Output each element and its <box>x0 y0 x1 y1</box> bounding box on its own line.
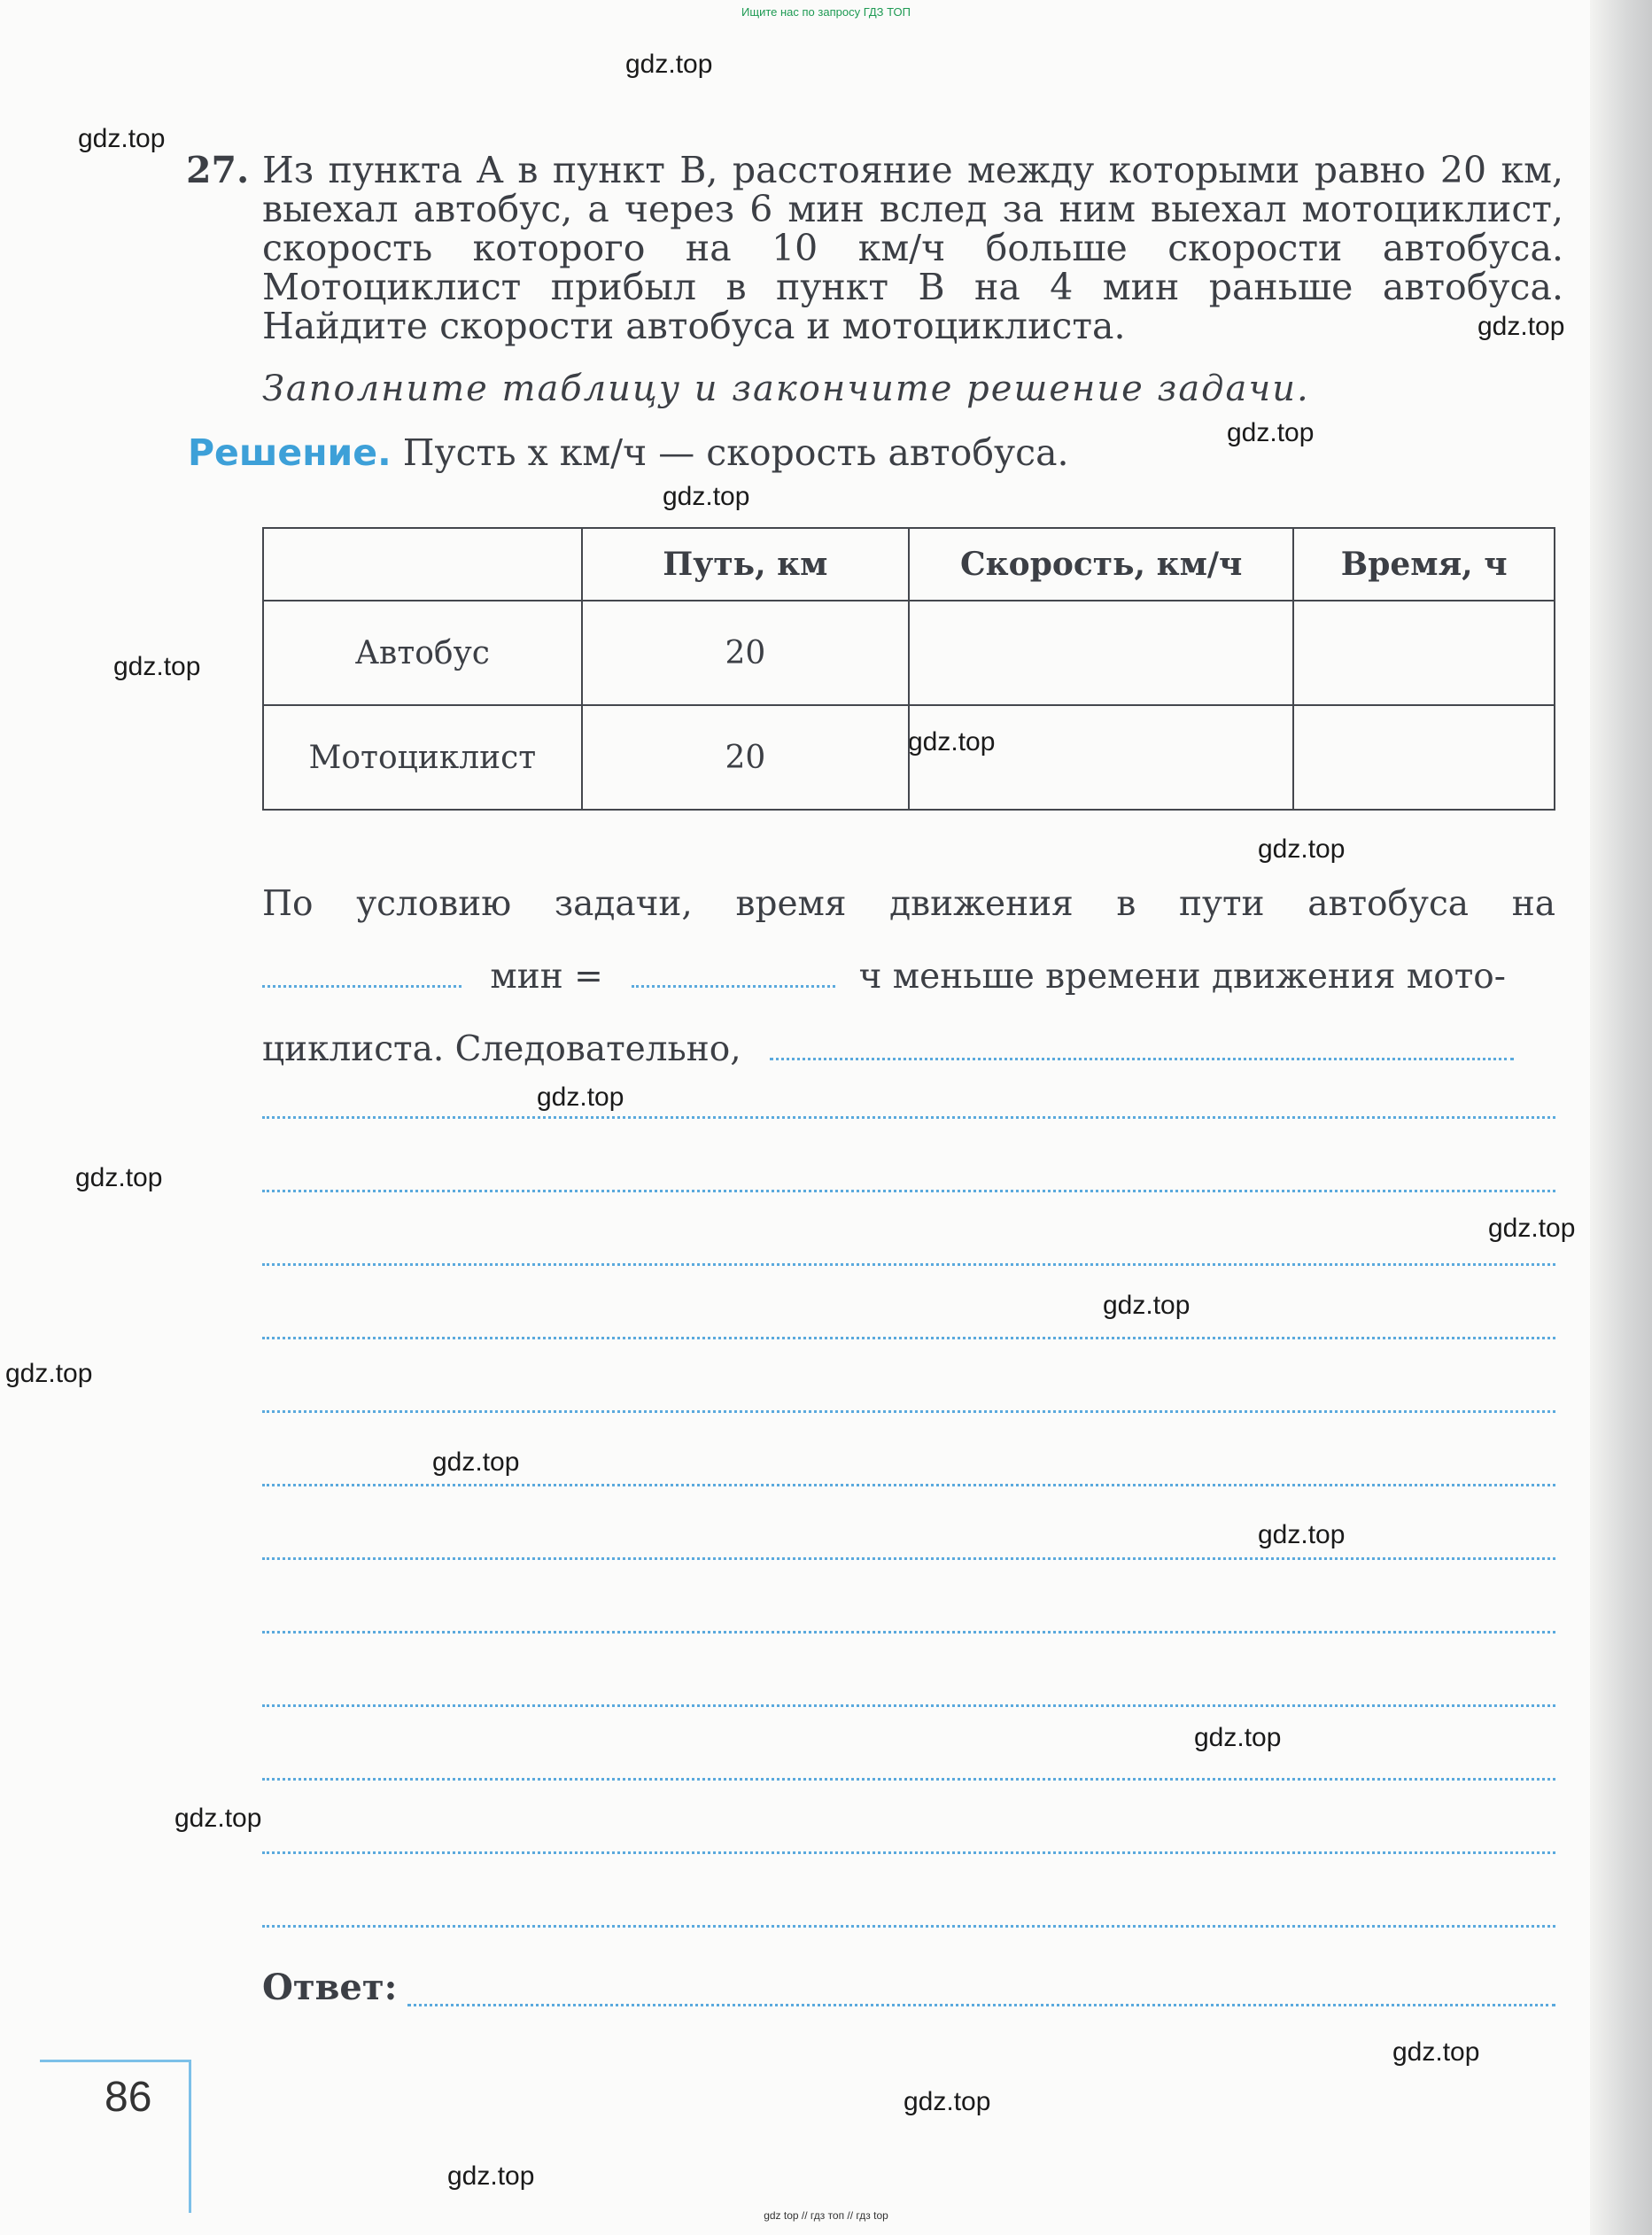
table-header: Путь, км <box>582 528 909 601</box>
footer-note: gdz top // гдз топ // гдз top <box>764 2209 888 2222</box>
solution-line[interactable] <box>262 1410 1555 1413</box>
watermark: gdz.top <box>904 2087 991 2116</box>
minutes-blank[interactable] <box>262 958 461 988</box>
watermark: gdz.top <box>1258 834 1346 864</box>
answer-label: Ответ: <box>262 1967 398 2008</box>
answer-line[interactable] <box>407 2004 1555 2006</box>
continuation-line-1: По условию задачи, время движения в пути автобуса на <box>262 884 1555 924</box>
solution-line[interactable] <box>262 1190 1555 1192</box>
watermark: gdz.top <box>78 124 166 153</box>
minutes-label: мин = <box>490 957 603 997</box>
solution-blank[interactable] <box>770 1031 1514 1060</box>
watermark: gdz.top <box>1258 1520 1346 1549</box>
watermark: gdz.top <box>908 727 996 757</box>
watermark: gdz.top <box>5 1359 93 1388</box>
watermark: gdz.top <box>1392 2037 1480 2067</box>
solution-line[interactable] <box>262 1704 1555 1707</box>
table-cell-blank[interactable] <box>1293 601 1555 705</box>
watermark: gdz.top <box>1194 1723 1282 1752</box>
problem-statement <box>186 151 1563 345</box>
solution-label: Решение. <box>188 431 392 474</box>
solution-line[interactable] <box>262 1484 1555 1486</box>
solution-line[interactable] <box>262 1631 1555 1634</box>
table-header: Время, ч <box>1293 528 1555 601</box>
solution-line[interactable] <box>262 1778 1555 1781</box>
watermark: gdz.top <box>432 1447 520 1477</box>
watermark: gdz.top <box>447 2161 535 2191</box>
watermark: gdz.top <box>1477 312 1565 341</box>
table-cell: 20 <box>582 705 909 810</box>
table-header-row <box>263 528 1555 601</box>
table-cell: Автобус <box>263 601 582 705</box>
solution-continuation <box>262 868 1555 1086</box>
table-row <box>263 705 1555 810</box>
hours-blank[interactable] <box>632 958 835 988</box>
watermark: gdz.top <box>537 1083 624 1112</box>
watermark: gdz.top <box>625 50 713 79</box>
problem-number: 27. <box>186 149 250 191</box>
table-cell-blank[interactable] <box>1293 705 1555 810</box>
watermark: gdz.top <box>75 1163 163 1192</box>
solution-text: Пусть x км/ч — скорость автобуса. <box>402 431 1069 474</box>
table-cell-blank[interactable] <box>909 705 1293 810</box>
watermark: gdz.top <box>113 652 201 681</box>
solution-line[interactable] <box>262 1263 1555 1266</box>
table-header: Скорость, км/ч <box>909 528 1293 601</box>
table-row <box>263 601 1555 705</box>
table-cell: Мотоциклист <box>263 705 582 810</box>
data-table <box>262 527 1555 811</box>
solution-line[interactable] <box>262 1337 1555 1339</box>
solution-line[interactable] <box>262 1116 1555 1119</box>
solution-line[interactable] <box>262 1557 1555 1560</box>
hours-label: ч меньше времени движения мото- <box>858 957 1506 997</box>
solution-line[interactable] <box>262 1851 1555 1854</box>
table-header <box>263 528 582 601</box>
watermark: gdz.top <box>1103 1291 1191 1320</box>
solution-intro <box>188 431 1069 474</box>
header-note: Ищите нас по запросу ГДЗ ТОП <box>741 5 911 19</box>
watermark: gdz.top <box>175 1804 262 1833</box>
continuation-text: циклиста. Следовательно, <box>262 1029 741 1069</box>
task-instruction: Заполните таблицу и закончите решение задачи. <box>262 369 1310 409</box>
page-edge-shadow <box>1590 0 1652 2235</box>
page-number: 86 <box>105 2074 152 2121</box>
watermark: gdz.top <box>663 482 750 511</box>
watermark: gdz.top <box>1227 418 1315 447</box>
watermark: gdz.top <box>1488 1214 1576 1243</box>
problem-text: Из пункта A в пункт B, расстояние между которыми равно 20 км, выехал автобус, а через 6 мин вслед за ним выехал мотоциклист, скорость которого на 10 км/ч больше скорости автобуса. Мотоциклист прибыл в пункт B на 4 мин раньше автобуса. Найдите скорости автобуса и мотоциклиста. <box>262 149 1563 347</box>
table-cell: 20 <box>582 601 909 705</box>
solution-line[interactable] <box>262 1925 1555 1928</box>
continuation-line-3 <box>262 1013 1555 1086</box>
continuation-line-2 <box>262 941 1555 1013</box>
table-cell-blank[interactable] <box>909 601 1293 705</box>
